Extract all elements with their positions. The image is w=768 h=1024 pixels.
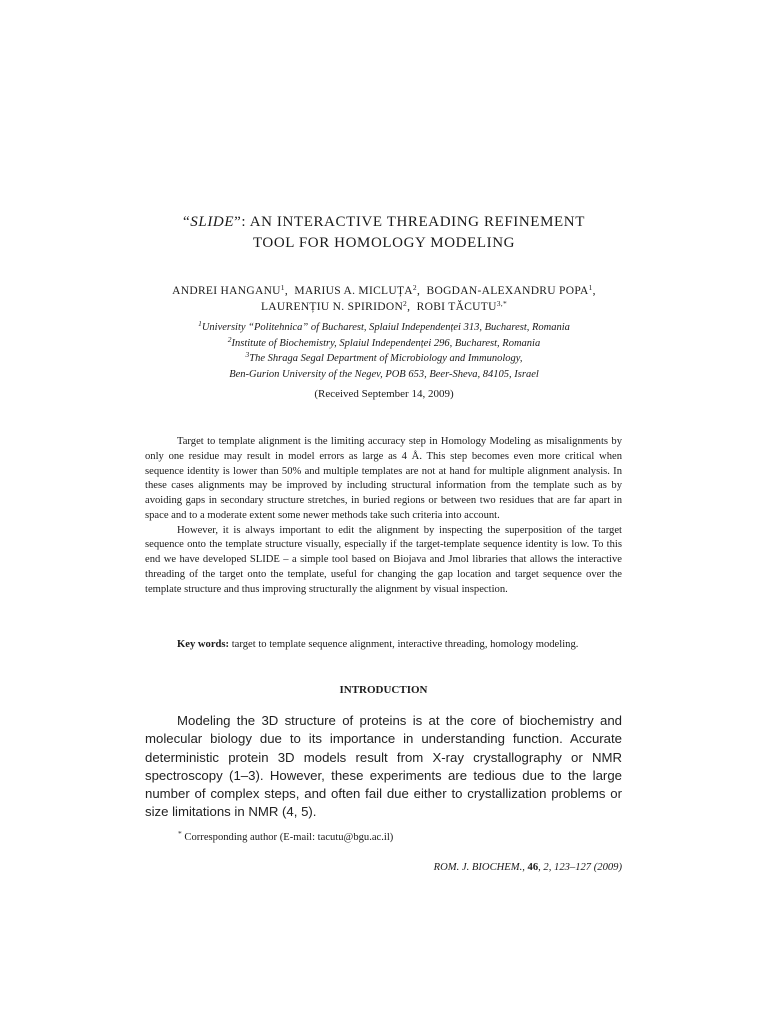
abstract-paragraph: However, it is always important to edit the alignment by inspecting the superposition of the target sequence onto the template structure visually, especially if the target-template sequence identity is low. To this end we have developed SLIDE – a simple tool based on Biojava and Jmol libraries that allows the interactive threading of the target onto the template, useful for changing the gap location and target sequence over the template structure and thus improving structurally the alignment by visual inspection. [145, 524, 622, 595]
journal-name: ROM. J. BIOCHEM., [433, 862, 525, 873]
affiliation-2: Institute of Biochemistry, Splaiul Independenței 296, Bucharest, Romania [231, 337, 541, 349]
keywords [145, 638, 622, 652]
received-date: (Received September 14, 2009) [314, 388, 454, 400]
author-name: LAURENȚIU N. SPIRIDON [260, 301, 404, 313]
section-heading: INTRODUCTION [339, 684, 428, 696]
author-name: BOGDAN-ALEXANDRU POPA [426, 285, 589, 297]
keywords-text: target to template sequence alignment, interactive threading, homology modeling. [229, 639, 579, 650]
title-open-quote: “ [183, 214, 191, 230]
affiliation-3-line1: The Shraga Segal Department of Microbiology and Immunology, [249, 353, 523, 364]
affiliation-1: University “Politehnica” of Bucharest, Splaiul Independenței 313, Bucharest, Romania [201, 322, 570, 333]
author-affil-mark: 2 [412, 283, 417, 292]
introduction-body [145, 712, 622, 822]
affiliation-3-line2: Ben-Gurion University of the Negev, POB 653, Beer-Sheva, 84105, Israel [229, 368, 539, 380]
affil-mark: 1 [198, 319, 202, 328]
journal-issue-pages: , 2, 123–127 (2009) [538, 862, 622, 873]
author-list: ANDREI HANGANU$^1$, MARIUS A. MICLUȚA$^2$, BOGDAN-ALEXANDRU POPA$^1$, LAURENȚIU N. SPIRIDON$^2$, ROBI $TĂCUTU^{3,*}$ [172, 283, 596, 313]
journal-citation [300, 862, 622, 873]
body-paragraph: Modeling the 3D structure of proteins is at the core of biochemistry and molecular biology due to its importance in understanding function. Accurate deterministic protein 3D models result from X-ray crystallography or NMR spectroscopy (1–3). However, these experiments are tedious due to the large number of complex steps, and often fail due either to crystallization problems or size limitations in NMR (4, 5). [145, 713, 622, 820]
abstract-paragraph: Target to template alignment is the limiting accuracy step in Homology Modeling as misalignments by only one residue may result in model errors as large as 4 Å. This step becomes even more critical when sequence identity is lower than 50% and multiple templates are not at hand for multiple alignment analysis. In these cases alignments may be improved by including structural information from the template such as by avoiding gaps in secondary structure stretches, in buried regions or between two residues that are far apart in space and to a moderate extent some newer methods take such criteria into account. [145, 436, 622, 521]
abstract [145, 435, 622, 597]
author-affil-mark: 2 [403, 299, 408, 308]
footnote-text: Corresponding author (E-mail: tacutu@bgu.ac.il) [181, 832, 394, 843]
title-line2: TOOL FOR HOMOLOGY MODELING [252, 235, 516, 251]
article-title [100, 212, 668, 254]
affil-mark: 3 [245, 350, 250, 359]
affiliations [100, 320, 668, 382]
author-affil-mark: 1 [588, 283, 593, 292]
footnote [178, 829, 618, 843]
footnote-mark: * [178, 829, 182, 838]
author-affil-mark: 1 [280, 283, 285, 292]
author-affil-mark: 3,* [496, 299, 507, 308]
author-name: ROBI TĂCUTU [416, 301, 497, 313]
author-name: ANDREI HANGANU [172, 285, 281, 297]
title-tool-name: SLIDE [190, 214, 235, 230]
title-line1: ”: AN INTERACTIVE THREADING REFINEMENT [234, 214, 585, 230]
affil-mark: 2 [227, 334, 232, 344]
journal-volume: 46 [527, 862, 539, 873]
author-name: MARIUS A. MICLUȚA [294, 285, 413, 297]
keywords-label: Key words: [177, 639, 230, 650]
